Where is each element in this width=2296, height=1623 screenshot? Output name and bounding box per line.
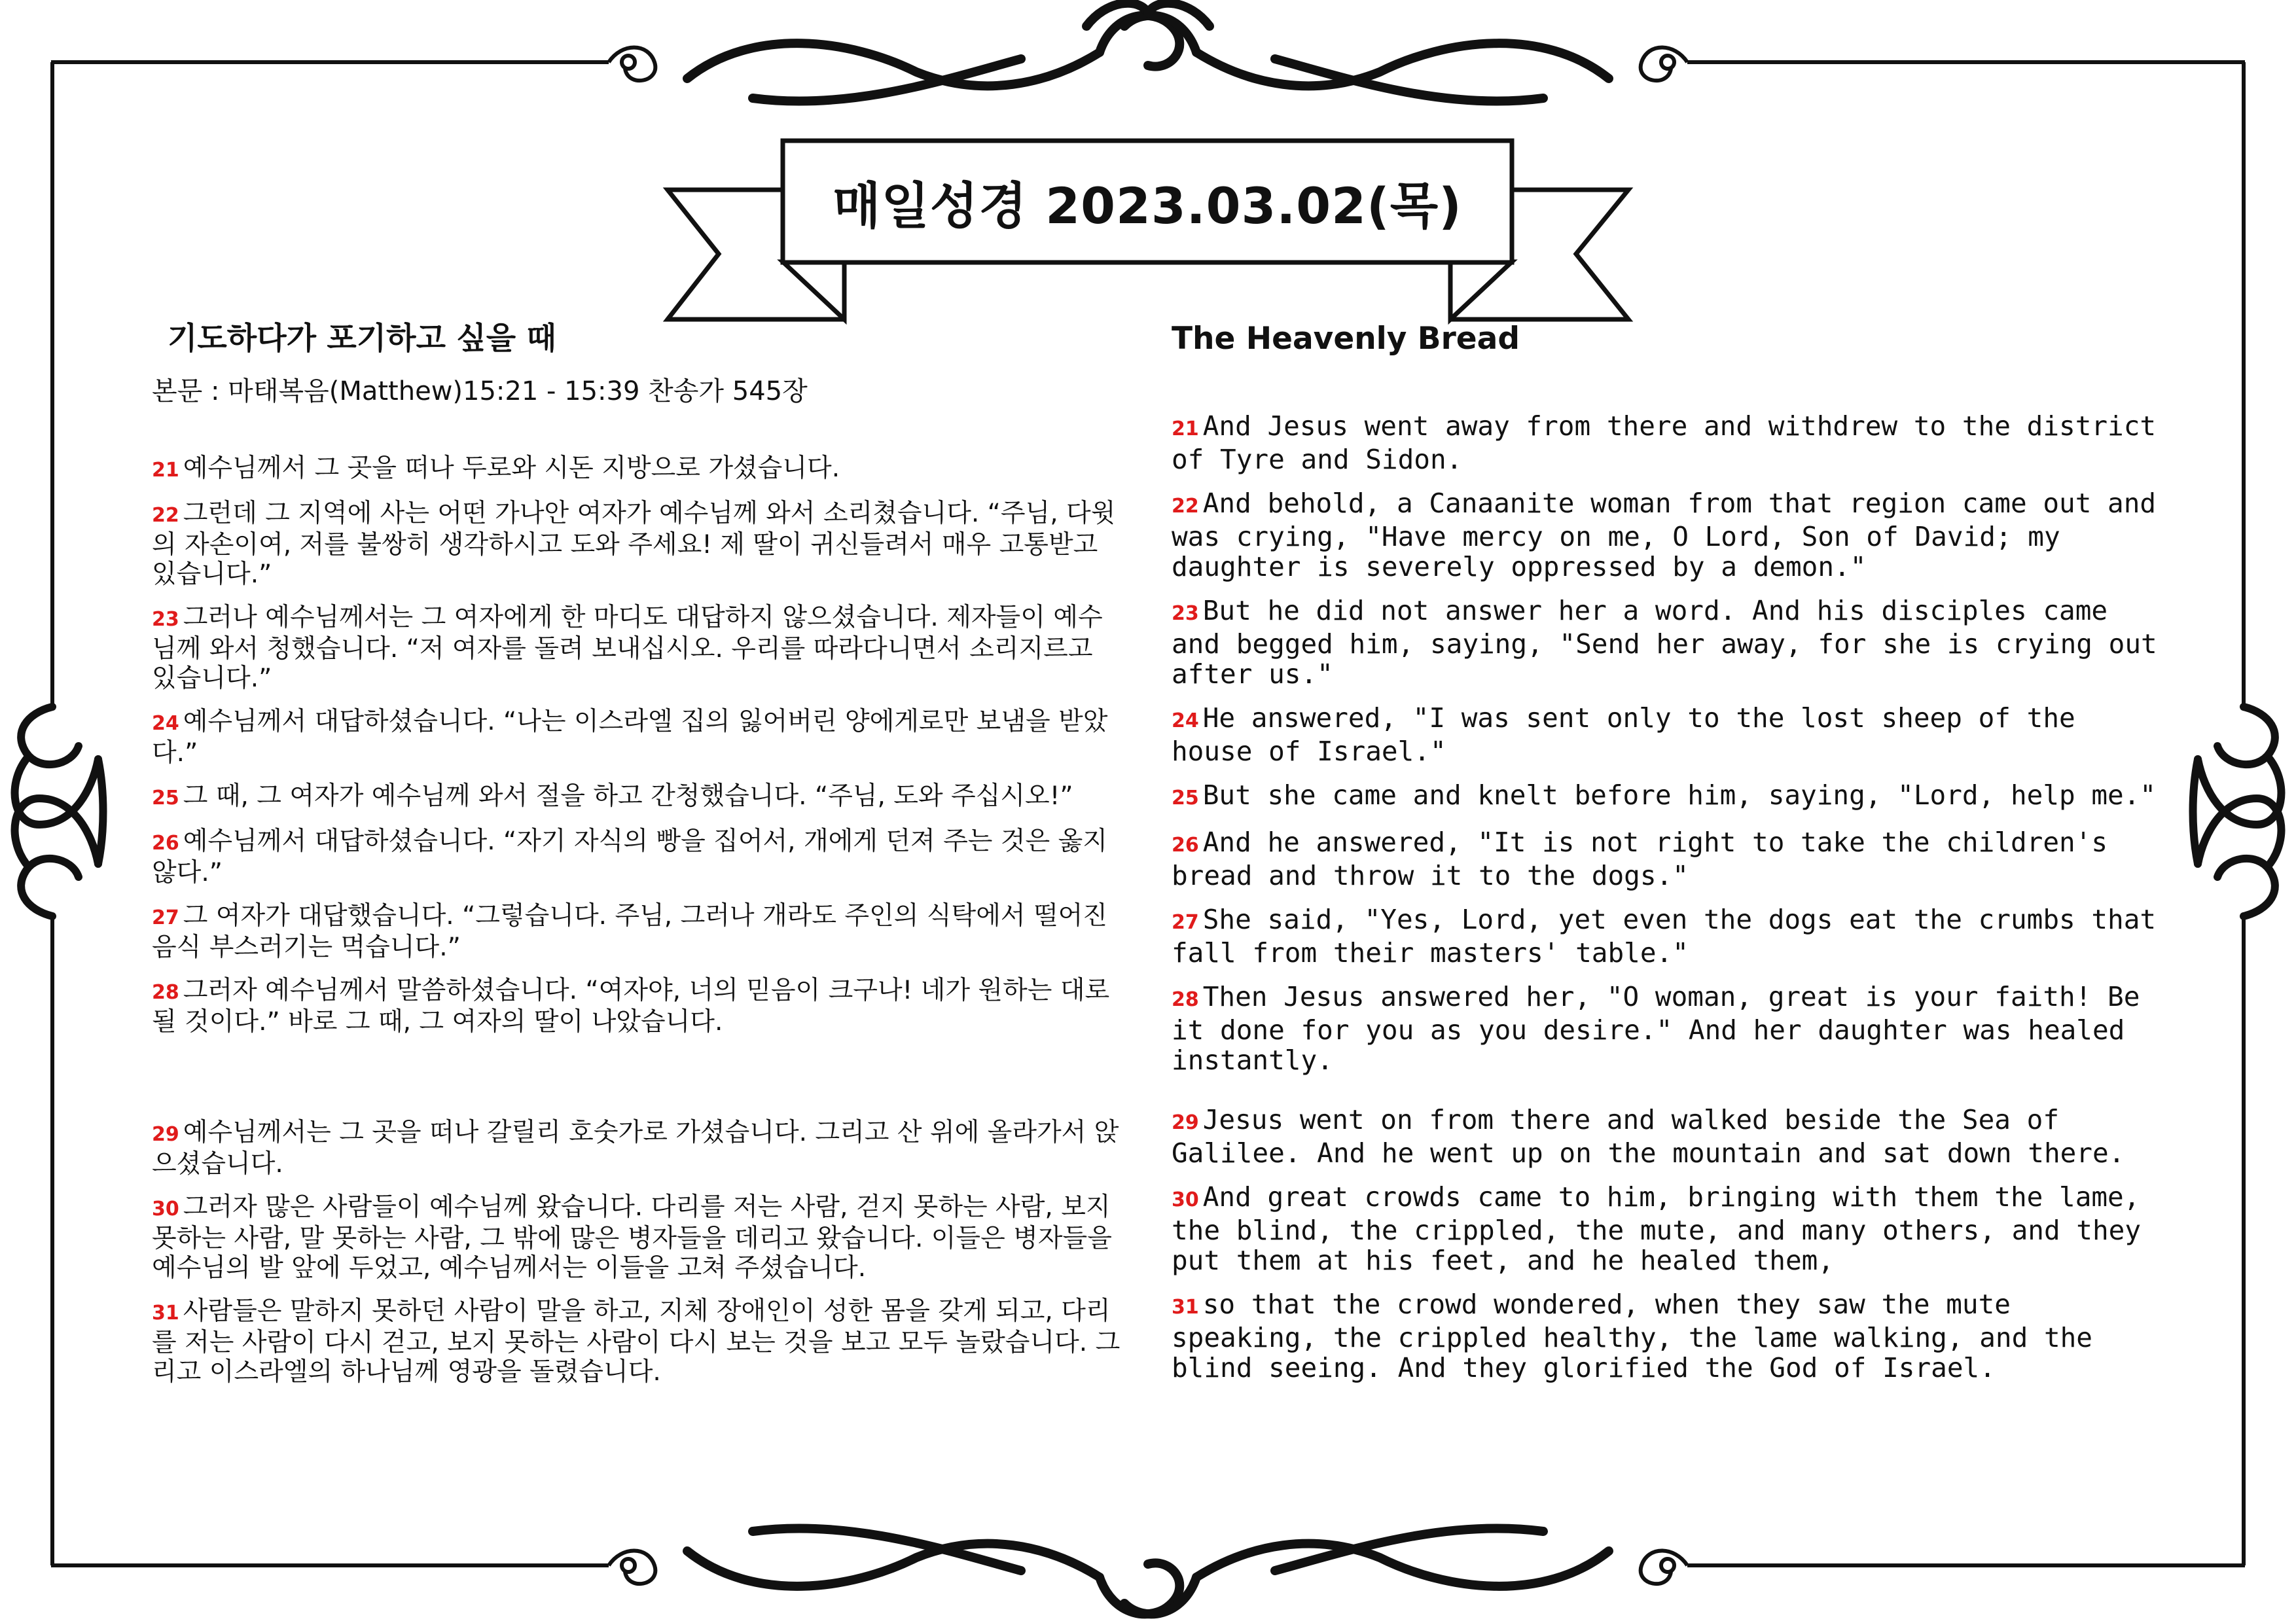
verse-text: 그러자 많은 사람들이 예수님께 왔습니다. 다리를 저는 사람, 걷지 못하는 사람, 보지 못하는 사람, 말 못하는 사람, 그 밖에 많은 병자들을 데리고 왔습니다. 이들은 병자들을 예수님의 발 앞에 두었고, 예수님께서는 이들을 고쳐 주셨습니다. — [152, 1192, 1112, 1283]
verse-number: 27 — [152, 906, 179, 929]
verse — [152, 454, 1121, 485]
verse-text: 그러나 예수님께서는 그 여자에게 한 마디도 대답하지 않으셨습니다. 제자들이 예수님께 와서 청했습니다. “저 여자를 돌려 보내십시오. 우리를 따라다니면서 소리지르고 있습니다.” — [152, 603, 1103, 693]
verse — [152, 1296, 1121, 1387]
verse-text: 그런데 그 지역에 사는 어떤 가나안 여자가 예수님께 와서 소리쳤습니다. “주님, 다윗의 자손이여, 저를 불쌍히 생각하시고 도와 주세요! 제 딸이 귀신들려서 매우 고통받고 있습니다.” — [152, 499, 1116, 589]
verse-number: 23 — [152, 608, 179, 631]
verse-number: 30 — [152, 1198, 179, 1221]
verse-text: 예수님께서는 그 곳을 떠나 갈릴리 호숫가로 가셨습니다. 그리고 산 위에 올라가서 앉으셨습니다. — [152, 1118, 1119, 1179]
verse-text: Jesus went on from there and walked beside the Sea of Galilee. And he went up on the mountain and sat down there. — [1172, 1104, 2125, 1169]
korean-verse-group-1 — [152, 454, 1121, 1050]
verse — [152, 1118, 1121, 1179]
verse-text: 예수님께서 대답하셨습니다. “자기 자식의 빵을 집어서, 개에게 던져 주는 것은 옳지 않다.” — [152, 827, 1107, 887]
verse-text: But he did not answer her a word. And his disciples came and begged him, saying, "Send her away, for she is crying out after us." — [1172, 595, 2157, 690]
verse-text: 사람들은 말하지 못하던 사람이 말을 하고, 지체 장애인이 성한 몸을 갖게 되고, 다리를 저는 사람이 다시 걷고, 보지 못하는 사람이 다시 보는 것을 보고 모두 놀랐습니다. 그리고 이스라엘의 하나님께 영광을 돌렸습니다. — [152, 1296, 1121, 1387]
top-flourish — [687, 3, 1609, 101]
verse-number: 25 — [152, 787, 179, 810]
verse-number: 29 — [152, 1123, 179, 1146]
verse — [152, 499, 1121, 589]
left-side-ornament — [15, 707, 103, 916]
verse — [152, 827, 1121, 887]
verse-number: 25 — [1172, 787, 1199, 810]
verse-number: 22 — [1172, 495, 1199, 518]
korean-column — [152, 319, 1121, 1387]
verse-text: 예수님께서 대답하셨습니다. “나는 이스라엘 집의 잃어버린 양에게로만 보냄을 받았다.” — [152, 707, 1108, 768]
english-verse-group-2 — [1172, 1105, 2160, 1397]
verse-number: 30 — [1172, 1188, 1199, 1211]
verse-number: 26 — [1172, 834, 1199, 857]
verse-text: She said, "Yes, Lord, yet even the dogs eat the crumbs that fall from their masters' table." — [1172, 904, 2157, 969]
verse — [1172, 1182, 2160, 1275]
verse-text: Then Jesus answered her, "O woman, great is your faith! Be it done for you as you desire." And her daughter was healed instantly. — [1172, 981, 2140, 1076]
verse-text: And great crowds came to him, bringing with them the lame, the blind, the crippled, the mute, and many others, and they put them at his feet, and he healed them, — [1172, 1181, 2142, 1276]
english-heading: The Heavenly Bread — [1172, 321, 1520, 357]
verse-number: 28 — [1172, 988, 1199, 1011]
verse-text: But she came and knelt before him, saying, "Lord, help me." — [1202, 779, 2157, 811]
verse — [1172, 1105, 2160, 1168]
verse — [1172, 488, 2160, 582]
verse-number: 22 — [152, 504, 179, 527]
right-side-ornament — [2193, 707, 2282, 916]
verse — [1172, 904, 2160, 968]
bottom-flourish — [687, 1528, 1609, 1614]
verse-text: 그 때, 그 여자가 예수님께 와서 절을 하고 간청했습니다. “주님, 도와 주십시오!” — [183, 781, 1073, 811]
verse — [152, 603, 1121, 693]
verse-number: 27 — [1172, 911, 1199, 934]
scripture-reference: 본문 : 마태복음(Matthew)15:21 - 15:39 찬송가 545장 — [152, 376, 808, 406]
verse — [152, 707, 1121, 768]
verse-number: 31 — [1172, 1296, 1199, 1319]
verse-number: 21 — [152, 459, 179, 482]
verse — [152, 901, 1121, 962]
verse-number: 24 — [1172, 709, 1199, 732]
korean-verse-group-2 — [152, 1118, 1121, 1400]
verse-number: 29 — [1172, 1111, 1199, 1134]
verse-number: 24 — [152, 712, 179, 735]
verse — [1172, 827, 2160, 891]
verse-text: And Jesus went away from there and withdrew to the district of Tyre and Sidon. — [1172, 410, 2157, 475]
verse-text: 예수님께서 그 곳을 떠나 두로와 시돈 지방으로 가셨습니다. — [183, 454, 840, 483]
verse — [152, 1192, 1121, 1283]
english-verse-group-1 — [1172, 411, 2160, 1089]
verse-number: 23 — [1172, 602, 1199, 625]
verse-text: And he answered, "It is not right to take the children's bread and throw it to the dogs." — [1172, 827, 2108, 891]
verse — [1172, 703, 2160, 766]
korean-heading: 기도하다가 포기하고 싶을 때 — [168, 321, 556, 357]
verse — [1172, 411, 2160, 474]
verse — [1172, 1289, 2160, 1383]
verse-number: 26 — [152, 832, 179, 855]
verse-number: 31 — [152, 1302, 179, 1325]
verse — [152, 976, 1121, 1037]
verse-text: He answered, "I was sent only to the lost sheep of the house of Israel." — [1172, 702, 2075, 767]
verse-text: 그러자 예수님께서 말씀하셨습니다. “여자야, 너의 믿음이 크구나! 네가 원하는 대로 될 것이다.” 바로 그 때, 그 여자의 딸이 나았습니다. — [152, 976, 1110, 1037]
verse — [1172, 982, 2160, 1075]
verse-text: 그 여자가 대답했습니다. “그렇습니다. 주님, 그러나 개라도 주인의 식탁에서 떨어진 음식 부스러기는 먹습니다.” — [152, 901, 1107, 962]
page-title: 매일성경 2023.03.02(목) — [833, 176, 1462, 235]
verse — [152, 781, 1121, 813]
verse — [1172, 596, 2160, 689]
verse — [1172, 780, 2160, 813]
english-column — [1172, 319, 2157, 1383]
verse-text: so that the crowd wondered, when they saw the mute speaking, the crippled healthy, the lame walking, and the blind seeing. And they glorified the God of Israel. — [1172, 1289, 2092, 1383]
verse-number: 28 — [152, 981, 179, 1004]
verse-text: And behold, a Canaanite woman from that region came out and was crying, "Have mercy on me, O Lord, Son of David; my daughter is severely oppressed by a demon." — [1172, 488, 2157, 582]
verse-number: 21 — [1172, 418, 1199, 440]
